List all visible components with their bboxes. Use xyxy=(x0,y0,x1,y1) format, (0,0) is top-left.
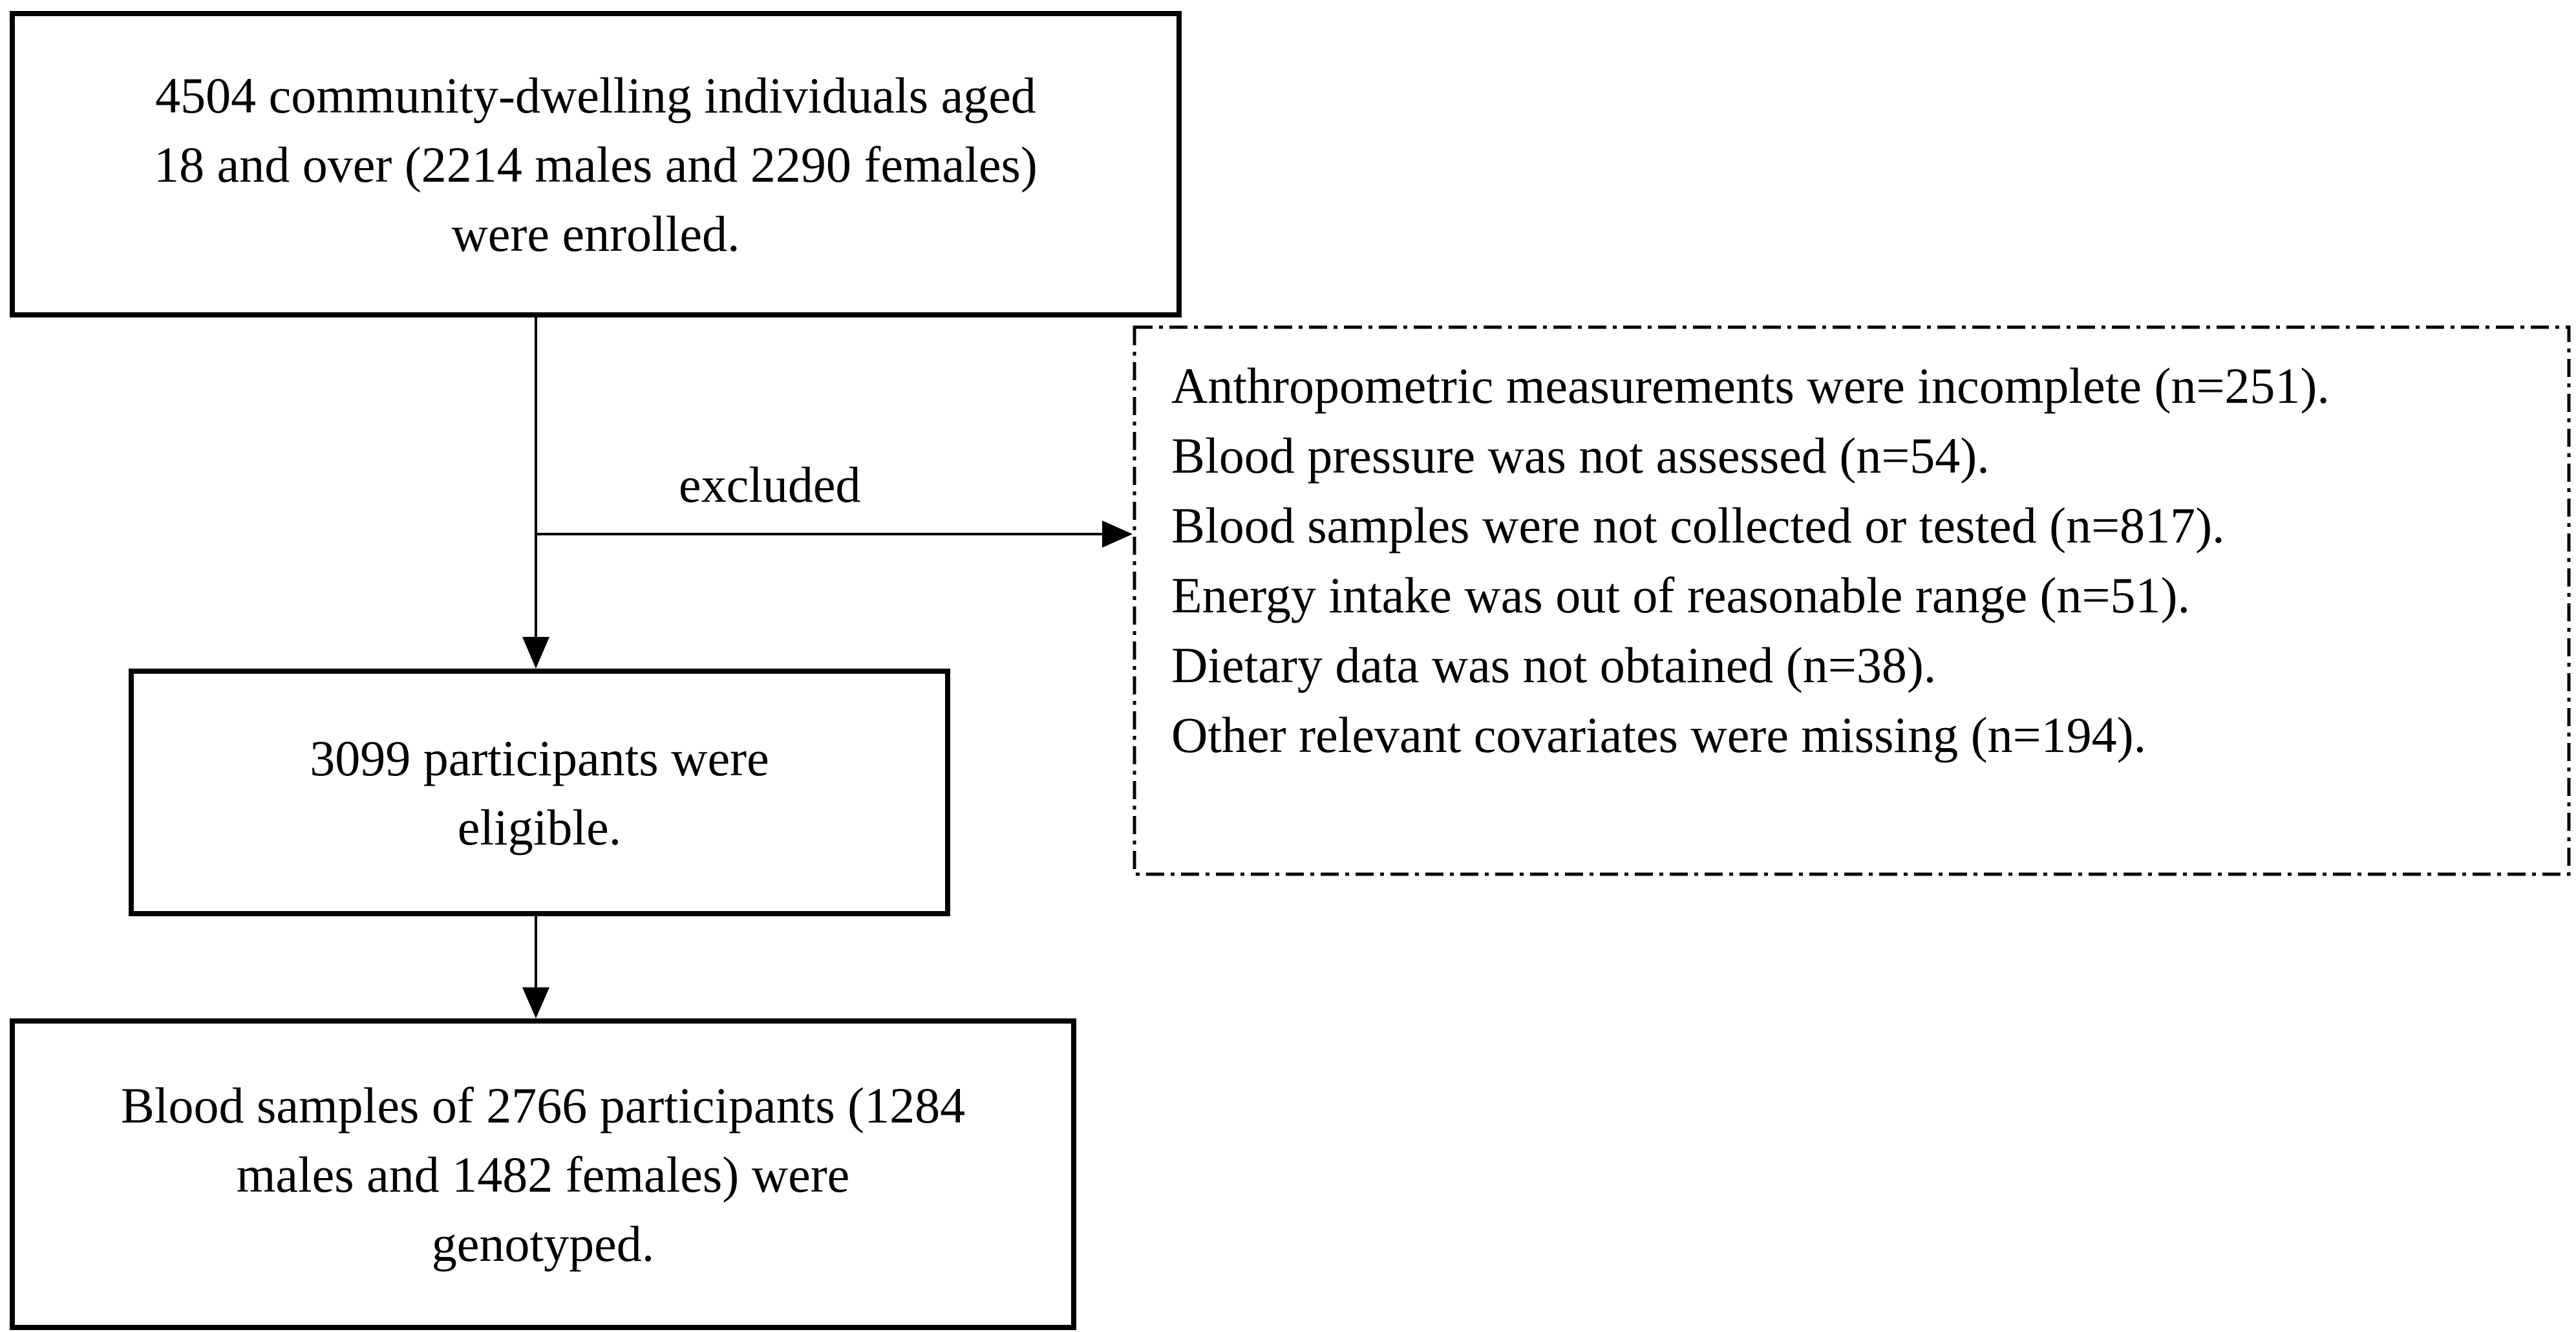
arrowhead-eligible xyxy=(522,637,549,669)
exclusion-reason-covariates: Other relevant covariates were missing (n=194). xyxy=(1171,707,2147,763)
enrolled-node-text: 4504 community-dwelling individuals aged 18 and over (2214 males and 2290 females) were enrolled. xyxy=(154,67,1038,262)
exclusion-reason-blood-samples: Blood samples were not collected or tested (n=817). xyxy=(1171,497,2225,553)
exclusion-reason-anthropometric: Anthropometric measurements were incomplete (n=251). xyxy=(1171,358,2330,414)
arrowhead-exclusion xyxy=(1102,521,1133,548)
genotyped-node xyxy=(10,1018,1076,1330)
eligible-node-text: 3099 participants were eligible. xyxy=(310,729,769,855)
exclusion-reason-blood-pressure: Blood pressure was not assessed (n=54). xyxy=(1171,427,1990,484)
exclusion-reason-dietary-data: Dietary data was not obtained (n=38). xyxy=(1171,637,1937,693)
exclusion-reason-energy-intake: Energy intake was out of reasonable range (n=51). xyxy=(1171,567,2190,623)
enrolled-node xyxy=(10,11,1182,317)
exclusion-node xyxy=(1133,325,2571,876)
arrowhead-genotyped xyxy=(522,987,549,1018)
eligible-node xyxy=(129,669,950,916)
genotyped-node-text: Blood samples of 2766 participants (1284 males and 1482 females) were genotyped. xyxy=(120,1077,966,1272)
exclusion-reason-list xyxy=(1171,351,2526,770)
excluded-edge-label: excluded xyxy=(679,457,861,513)
